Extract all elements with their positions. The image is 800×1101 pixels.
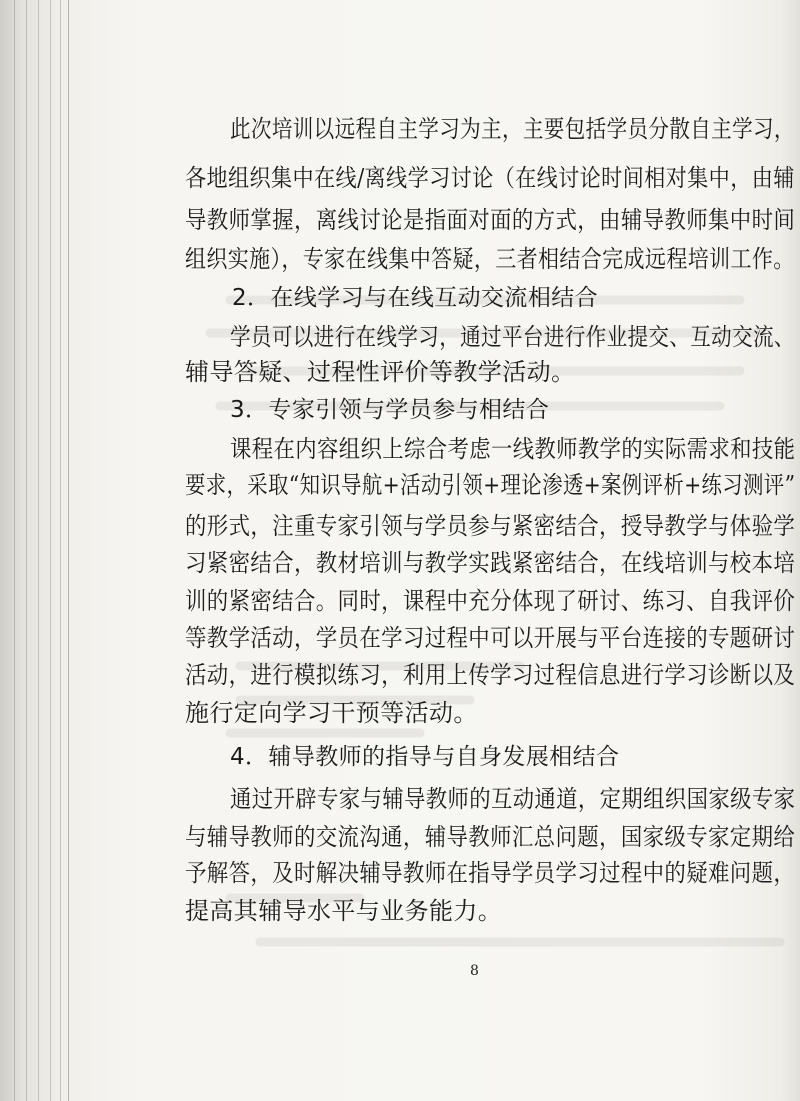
paragraph-line: 各地组织集中在线/离线学习讨论（在线讨论时间相对集中，由辅 [185, 164, 795, 192]
paragraph-line: 的形式，注重专家引领与学员参与紧密结合，授导教学与体验学 [185, 512, 796, 540]
paragraph-line: 此次培训以远程自主学习为主，主要包括学员分散自主学习， [230, 115, 795, 143]
paragraph-line: 施行定向学习干预等活动。 [185, 699, 478, 727]
paragraph-line: 予解答，及时解决辅导教师在指导学员学习过程中的疑难问题， [185, 859, 796, 887]
paragraph-line: 辅导答疑、过程性评价等教学活动。 [185, 358, 576, 386]
paragraph-line: 等教学活动，学员在学习过程中可以开展与平台连接的专题研讨 [185, 624, 796, 652]
paragraph-line: 要求，采取“知识导航+活动引领+理论渗透+案例评析+练习测评” [185, 471, 796, 499]
paragraph-line: 活动，进行模拟练习，利用上传学习过程信息进行学习诊断以及 [185, 661, 796, 689]
paragraph-line: 课程在内容组织上综合考虑一线教师教学的实际需求和技能 [230, 435, 796, 463]
paragraph-line: 习紧密结合，教材培训与教学实践紧密结合，在线培训与校本培 [185, 549, 796, 577]
paragraph-line: 提高其辅导水平与业务能力。 [185, 897, 503, 925]
paragraph-line: 通过开辟专家与辅导教师的互动通道，定期组织国家级专家 [230, 785, 796, 813]
paragraph-line: 组织实施），专家在线集中答疑，三者相结合完成远程培训工作。 [185, 245, 795, 273]
paragraph-line: 训的紧密结合。同时，课程中充分体现了研讨、练习、自我评价 [185, 587, 796, 615]
paragraph-line: 学员可以进行在线学习，通过平台进行作业提交、互动交流、 [230, 323, 795, 351]
section-heading: 2．在线学习与在线互动交流相结合 [232, 285, 599, 311]
paragraph-line: 与辅导教师的交流沟通，辅导教师汇总问题，国家级专家定期给 [185, 823, 796, 851]
paragraph-line: 导教师掌握，离线讨论是指面对面的方式，由辅导教师集中时间 [185, 206, 796, 234]
section-heading: 3．专家引领与学员参与相结合 [230, 397, 550, 423]
page-number: 8 [470, 963, 479, 979]
section-heading: 4．辅导教师的指导与自身发展相结合 [230, 744, 620, 770]
